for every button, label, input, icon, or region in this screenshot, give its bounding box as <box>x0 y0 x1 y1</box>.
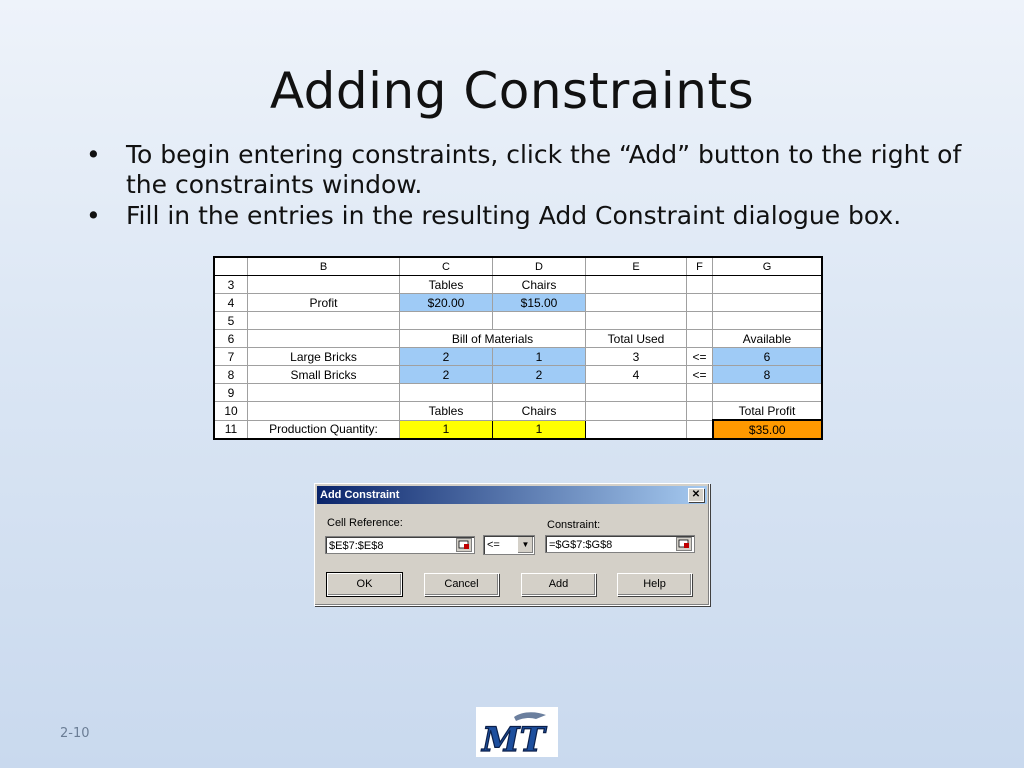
constraint-input[interactable] <box>545 535 695 553</box>
production-quantity-cell[interactable]: 1 <box>493 420 586 439</box>
bullet-item: • To begin entering constraints, click the “Add” button to the right of the constraints window. <box>86 140 962 199</box>
bullet-list <box>86 140 966 231</box>
cell[interactable] <box>713 384 823 402</box>
cell[interactable]: Total Profit <box>713 402 823 421</box>
column-header-f[interactable]: F <box>687 257 713 276</box>
add-button[interactable]: Add <box>521 573 596 596</box>
operator-cell[interactable]: <= <box>687 366 713 384</box>
column-header-g[interactable]: G <box>713 257 823 276</box>
column-header-e[interactable]: E <box>586 257 687 276</box>
table-row <box>214 330 822 348</box>
cell[interactable]: Tables <box>400 276 493 294</box>
bom-cell[interactable]: 2 <box>400 366 493 384</box>
total-used-cell[interactable]: 3 <box>586 348 687 366</box>
cell[interactable] <box>687 420 713 439</box>
page-number: 2-10 <box>60 726 90 741</box>
bom-cell[interactable]: 1 <box>493 348 586 366</box>
cell[interactable] <box>248 402 400 421</box>
cell[interactable]: Total Used <box>586 330 687 348</box>
bill-of-materials-header[interactable]: Bill of Materials <box>400 330 586 348</box>
cell[interactable] <box>493 384 586 402</box>
cell[interactable]: Production Quantity: <box>248 420 400 439</box>
total-profit-cell[interactable]: $35.00 <box>713 420 823 439</box>
cell[interactable] <box>586 276 687 294</box>
available-cell[interactable]: 6 <box>713 348 823 366</box>
dialog-title: Add Constraint <box>320 489 400 501</box>
table-row <box>214 348 822 366</box>
table-row <box>214 276 822 294</box>
cell[interactable]: Chairs <box>493 276 586 294</box>
operator-cell[interactable]: <= <box>687 348 713 366</box>
dialog-titlebar[interactable] <box>317 486 707 504</box>
available-cell[interactable]: 8 <box>713 366 823 384</box>
table-row <box>214 402 822 421</box>
cell-reference-input[interactable] <box>325 536 475 554</box>
bullet-text: To begin entering constraints, click the “Add” button to the right of the constraints window. <box>126 140 962 199</box>
column-header-b[interactable]: B <box>248 257 400 276</box>
cell[interactable] <box>713 294 823 312</box>
operator-value: <= <box>487 539 500 551</box>
spreadsheet <box>213 256 823 440</box>
cell[interactable] <box>248 276 400 294</box>
cell-reference-value: $E$7:$E$8 <box>329 540 384 552</box>
cell[interactable] <box>687 276 713 294</box>
row-number[interactable]: 5 <box>214 312 248 330</box>
ok-button[interactable]: OK <box>327 573 402 596</box>
cell[interactable] <box>586 420 687 439</box>
operator-select[interactable] <box>483 535 535 555</box>
cell[interactable]: Large Bricks <box>248 348 400 366</box>
row-number[interactable]: 3 <box>214 276 248 294</box>
cell[interactable]: Tables <box>400 402 493 421</box>
cell[interactable] <box>248 330 400 348</box>
row-number[interactable]: 6 <box>214 330 248 348</box>
total-used-cell[interactable]: 4 <box>586 366 687 384</box>
table-row <box>214 366 822 384</box>
column-header-c[interactable]: C <box>400 257 493 276</box>
table-row <box>214 384 822 402</box>
cell[interactable] <box>687 384 713 402</box>
cell[interactable] <box>713 276 823 294</box>
cell-reference-label: Cell Reference: <box>327 517 403 529</box>
cell[interactable]: Profit <box>248 294 400 312</box>
row-number[interactable]: 8 <box>214 366 248 384</box>
row-number[interactable]: 4 <box>214 294 248 312</box>
mt-logo-icon <box>476 707 558 757</box>
table-row <box>214 420 822 439</box>
cell[interactable] <box>687 312 713 330</box>
profit-cell[interactable]: $20.00 <box>400 294 493 312</box>
slide-title: Adding Constraints <box>269 62 755 120</box>
cell[interactable] <box>248 384 400 402</box>
add-constraint-dialog <box>314 483 710 606</box>
cell[interactable] <box>400 312 493 330</box>
column-header-d[interactable]: D <box>493 257 586 276</box>
range-select-icon[interactable] <box>676 537 692 551</box>
cell[interactable]: Small Bricks <box>248 366 400 384</box>
row-number[interactable]: 9 <box>214 384 248 402</box>
bom-cell[interactable]: 2 <box>400 348 493 366</box>
row-number[interactable]: 10 <box>214 402 248 421</box>
constraint-value: =$G$7:$G$8 <box>549 539 613 551</box>
constraint-label: Constraint: <box>547 519 601 531</box>
cell[interactable] <box>400 384 493 402</box>
column-header-row <box>214 257 822 276</box>
chevron-down-icon[interactable]: ▼ <box>517 537 533 553</box>
cell[interactable]: Chairs <box>493 402 586 421</box>
cell[interactable] <box>713 312 823 330</box>
bullet-item: • Fill in the entries in the resulting Add Constraint dialogue box. <box>86 201 902 230</box>
bom-cell[interactable]: 2 <box>493 366 586 384</box>
bullet-text: Fill in the entries in the resulting Add Constraint dialogue box. <box>126 201 902 230</box>
cell[interactable]: Available <box>713 330 823 348</box>
close-icon[interactable]: ✕ <box>688 488 704 502</box>
cell[interactable] <box>493 312 586 330</box>
row-number[interactable]: 7 <box>214 348 248 366</box>
corner-cell[interactable] <box>214 257 248 276</box>
production-quantity-cell[interactable]: 1 <box>400 420 493 439</box>
range-select-icon[interactable] <box>456 538 472 552</box>
university-logo <box>476 707 558 757</box>
cell[interactable] <box>687 330 713 348</box>
cancel-button[interactable]: Cancel <box>424 573 499 596</box>
cell[interactable] <box>586 402 687 421</box>
profit-cell[interactable]: $15.00 <box>493 294 586 312</box>
table-row <box>214 294 822 312</box>
cell[interactable] <box>586 294 687 312</box>
cell[interactable] <box>687 402 713 421</box>
svg-text:MT: MT <box>482 720 545 757</box>
help-button[interactable]: Help <box>617 573 692 596</box>
row-number[interactable]: 11 <box>214 420 248 439</box>
cell[interactable] <box>248 312 400 330</box>
table-row <box>214 312 822 330</box>
cell[interactable] <box>586 384 687 402</box>
cell[interactable] <box>687 294 713 312</box>
cell[interactable] <box>586 312 687 330</box>
